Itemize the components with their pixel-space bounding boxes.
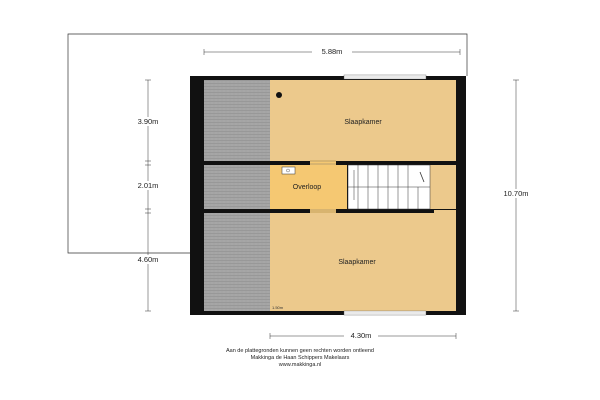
room-label-bedroom-bottom: Slaapkamer bbox=[338, 259, 376, 266]
vent-icon bbox=[276, 92, 282, 98]
roof-slope-lower bbox=[204, 213, 270, 311]
roof-height-note: 1.50m bbox=[272, 305, 284, 310]
room-label-landing: Overloop bbox=[292, 184, 322, 191]
sink-icon bbox=[282, 167, 295, 174]
building bbox=[190, 75, 466, 315]
agency-website-link[interactable]: www.makkinga.nl bbox=[278, 362, 322, 368]
disclaimer-text: Aan de plattegronden kunnen geen rechten worden ontleend bbox=[225, 348, 374, 354]
dimension-left-upper-label: 3.90m bbox=[137, 117, 159, 126]
dimension-left-middle-label: 2.01m bbox=[137, 181, 159, 190]
agency-name: Makkinga de Haan Schippers Makelaars bbox=[250, 355, 350, 361]
dimension-left bbox=[145, 80, 151, 311]
roof-slope-middle bbox=[204, 165, 270, 209]
dimension-bottom-label: 4.30m bbox=[350, 331, 372, 340]
closet-area bbox=[430, 165, 456, 209]
dimension-right-label: 10.70m bbox=[503, 189, 529, 198]
dimension-left-lower-label: 4.60m bbox=[137, 255, 159, 264]
dimension-top-label: 5.88m bbox=[321, 47, 343, 56]
roof-slope-upper bbox=[204, 80, 270, 161]
room-label-bedroom-top: Slaapkamer bbox=[344, 119, 382, 126]
